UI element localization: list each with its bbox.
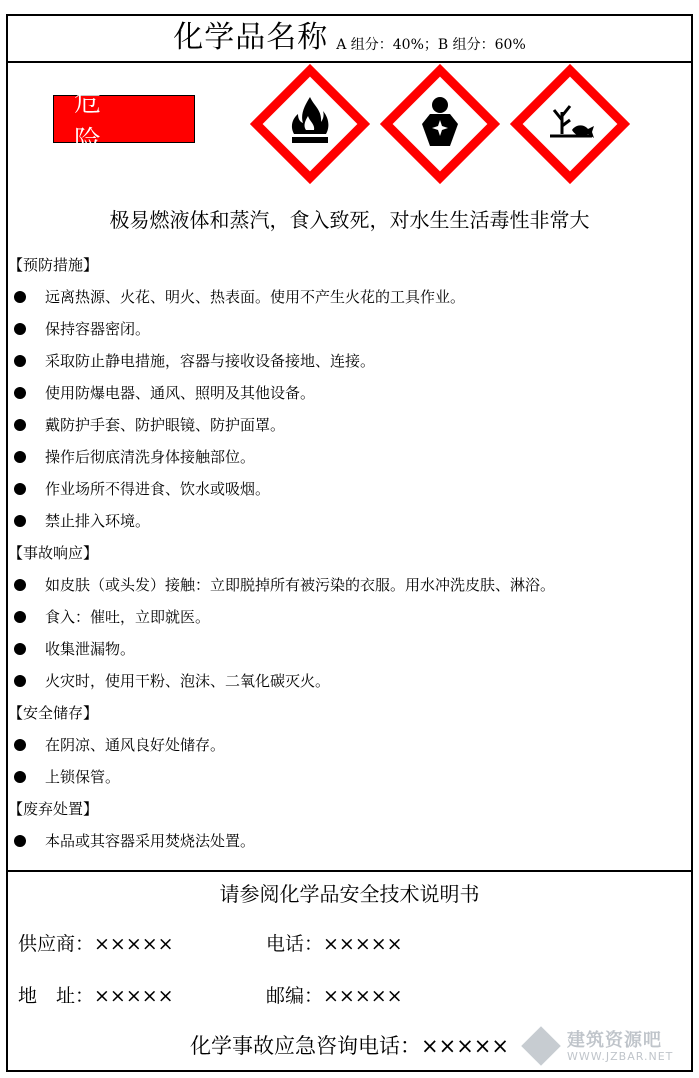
list-item: 操作后彻底清洗身体接触部位。	[8, 446, 678, 478]
bullet-icon	[14, 835, 26, 847]
watermark	[523, 1026, 693, 1070]
list-item: 上锁保管。	[8, 766, 678, 798]
bullet-icon	[14, 291, 26, 303]
bullet-icon	[14, 739, 26, 751]
watermark-diamond-icon	[521, 1026, 561, 1066]
section-title-response: 【事故响应】	[8, 544, 99, 562]
bullet-icon	[14, 483, 26, 495]
component-ratio: A 组分：40%；B 组分：60%	[336, 37, 526, 53]
list-item: 保持容器密闭。	[8, 318, 678, 350]
bullet-icon	[14, 515, 26, 527]
bullet-icon	[14, 579, 26, 591]
list-item: 远离热源、火花、明火、热表面。使用不产生火花的工具作业。	[8, 286, 678, 318]
section-title-storage: 【安全储存】	[8, 704, 99, 722]
list-item: 使用防爆电器、通风、照明及其他设备。	[8, 382, 678, 414]
bullet-icon	[14, 323, 26, 335]
bullet-icon	[14, 387, 26, 399]
watermark-text: 建筑资源吧	[567, 1030, 662, 1051]
list-item: 火灾时，使用干粉、泡沫、二氧化碳灭火。	[8, 670, 678, 702]
list-item: 作业场所不得进食、饮水或吸烟。	[8, 478, 678, 510]
section-title-prevention: 【预防措施】	[8, 256, 99, 274]
phone: 电话：×××××	[266, 933, 403, 955]
precautionary-statements	[8, 254, 678, 862]
bullet-icon	[14, 451, 26, 463]
list-item: 本品或其容器采用焚烧法处置。	[8, 830, 678, 862]
watermark-url: WWW.JZBAR.NET	[567, 1050, 674, 1063]
title-row	[8, 16, 691, 63]
list-item: 在阴凉、通风良好处储存。	[8, 734, 678, 766]
bullet-icon	[14, 643, 26, 655]
pictogram-row	[250, 64, 630, 184]
list-item: 禁止排入环境。	[8, 510, 678, 542]
sds-reference: 请参阅化学品安全技术说明书	[219, 882, 480, 906]
address: 地 址：×××××	[18, 985, 174, 1007]
list-item: 采取防止静电措施，容器与接收设备接地、连接。	[8, 350, 678, 382]
list-item: 如皮肤（或头发）接触：立即脱掉所有被污染的衣服。用水冲洗皮肤、淋浴。	[8, 574, 678, 606]
health-hazard-icon	[380, 64, 500, 184]
emergency-phone: 化学事故应急咨询电话：×××××	[190, 1034, 509, 1058]
bullet-icon	[14, 419, 26, 431]
environment-hazard-icon	[510, 64, 630, 184]
list-item: 收集泄漏物。	[8, 638, 678, 670]
supplier: 供应商：×××××	[18, 933, 174, 955]
list-item: 食入：催吐，立即就医。	[8, 606, 678, 638]
bullet-icon	[14, 675, 26, 687]
list-item: 戴防护手套、防护眼镜、防护面罩。	[8, 414, 678, 446]
signal-word: 危 险	[74, 87, 121, 157]
chemical-name-title: 化学品名称	[173, 20, 329, 55]
signal-word-box	[53, 87, 195, 157]
postcode: 邮编：×××××	[266, 985, 403, 1007]
hazard-statement: 极易燃液体和蒸汽，食入致死，对水生生活毒性非常大	[109, 208, 590, 232]
flame-icon	[250, 64, 370, 184]
bullet-icon	[14, 355, 26, 367]
section-title-disposal: 【废弃处置】	[8, 800, 99, 818]
bullet-icon	[14, 611, 26, 623]
bullet-icon	[14, 771, 26, 783]
